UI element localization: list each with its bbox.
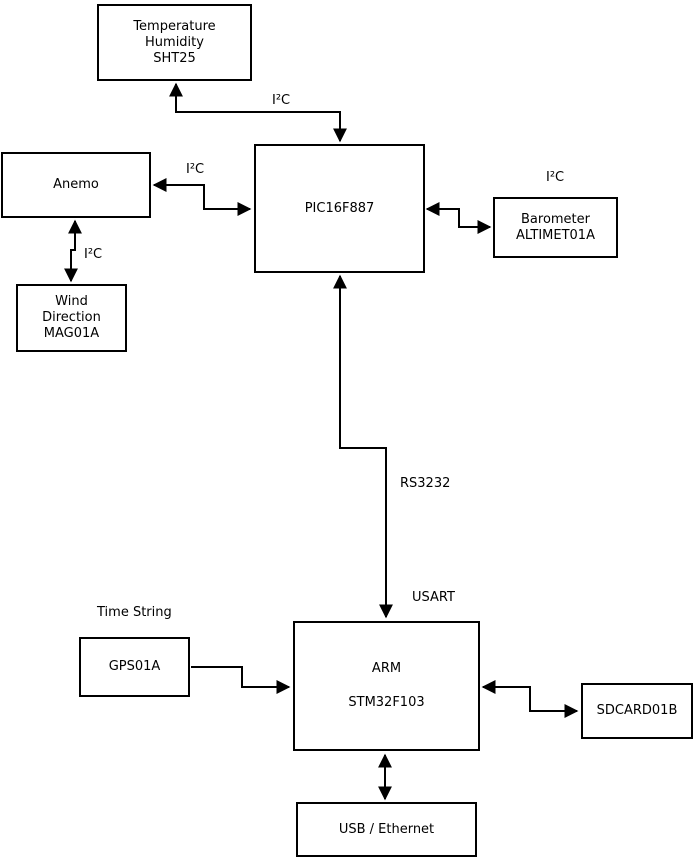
block-text-line: USB / Ethernet — [338, 821, 435, 837]
block-text-line: Humidity — [145, 34, 204, 50]
label-i2c-temp: I²C — [272, 93, 291, 108]
label-i2c-wind-direction: I²C — [84, 247, 103, 262]
block-usb-ethernet — [296, 802, 477, 857]
block-arm-stm32f103 — [293, 621, 480, 751]
label-time-string: Time String — [97, 605, 172, 620]
block-wind-direction-mag01a — [16, 284, 127, 352]
connector-arm-sdcard — [483, 687, 577, 711]
block-text-line: Wind — [55, 294, 88, 309]
block-anemo — [1, 152, 151, 218]
block-sdcard01b — [581, 683, 693, 739]
block-text-line: ALTIMET01A — [516, 227, 595, 243]
block-text-line: STM32F103 — [348, 695, 425, 710]
connector-gps-arm-time-string — [191, 667, 289, 687]
block-text-line: ARM — [371, 661, 402, 676]
block-text-line: MAG01A — [43, 326, 100, 341]
connector-anemo-wind-direction-i2c — [71, 221, 75, 281]
connector-pic-arm-rs3232 — [340, 276, 386, 617]
label-i2c-barometer: I²C — [546, 170, 565, 185]
block-text-line: Direction — [42, 310, 101, 325]
connector-pic-temp-i2c — [176, 84, 340, 141]
connector-pic-anemo-i2c — [154, 185, 250, 209]
block-text-line: SHT25 — [153, 50, 196, 66]
block-text-line: GPS01A — [108, 659, 161, 674]
label-rs3232: RS3232 — [400, 476, 451, 491]
block-text-line: Anemo — [53, 177, 99, 192]
label-i2c-anemo: I²C — [186, 162, 205, 177]
label-usart: USART — [412, 590, 455, 605]
block-gps01a — [79, 637, 190, 697]
block-text-line: Barometer — [521, 211, 590, 227]
block-text-line: PIC16F887 — [304, 200, 375, 216]
block-text-line: SDCARD01B — [596, 703, 678, 718]
block-text-line: Temperature — [133, 18, 216, 34]
block-temperature-humidity-sht25 — [97, 4, 252, 81]
block-barometer-altimet01a — [493, 197, 618, 258]
connector-pic-barometer-i2c — [427, 209, 490, 227]
block-pic16f887 — [254, 144, 425, 273]
